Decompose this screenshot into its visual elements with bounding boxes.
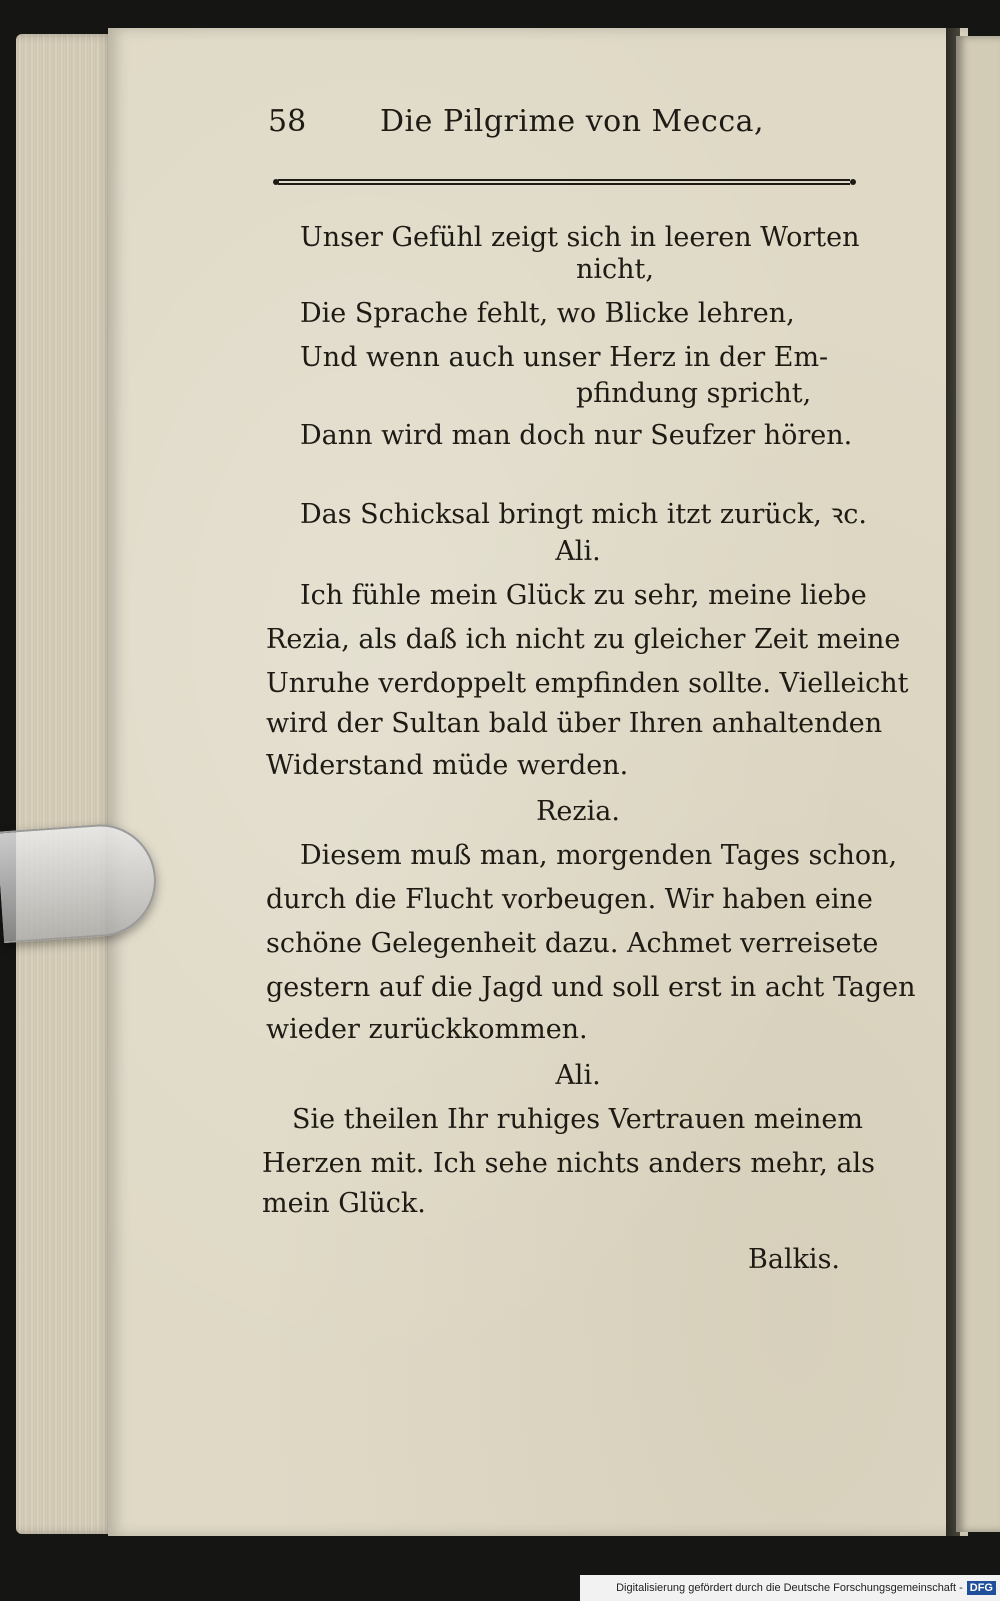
verse-line: Die Sprache fehlt, wo Blicke lehren, <box>300 298 795 329</box>
book <box>16 28 1000 1540</box>
catchword: Balkis. <box>748 1244 841 1275</box>
page-edges <box>16 34 114 1534</box>
dialogue-line: Herzen mit. Ich sehe nichts anders mehr, als <box>262 1148 875 1179</box>
speaker-label: Rezia. <box>536 796 620 827</box>
dialogue-line: wieder zurückkommen. <box>266 1014 588 1045</box>
dialogue-line: mein Glück. <box>262 1188 426 1219</box>
verse-line: nicht, <box>576 254 654 285</box>
book-page <box>108 28 968 1536</box>
dialogue-line: durch die Flucht vorbeugen. Wir haben eine <box>266 884 873 915</box>
dialogue-line: Sie theilen Ihr ruhiges Vertrauen meinem <box>292 1104 863 1135</box>
running-title: Die Pilgrime von Mecca, <box>380 104 765 139</box>
dialogue-line: Ich fühle mein Glück zu sehr, meine liebe <box>300 580 867 611</box>
footer-text: Digitalisierung gefördert durch die Deutsche Forschungsgemeinschaft - <box>616 1582 963 1594</box>
refrain-line: Das Schicksal bringt mich itzt zurück, ꝛc. <box>300 499 867 530</box>
dialogue-line: wird der Sultan bald über Ihren anhaltenden <box>266 708 883 739</box>
digitization-footer <box>580 1575 1000 1601</box>
verse-line: pfindung spricht, <box>576 378 812 409</box>
dialogue-line: Rezia, als daß ich nicht zu gleicher Zeit meine <box>266 624 901 655</box>
verse-line: Und wenn auch unser Herz in der Em- <box>300 342 829 373</box>
dfg-logo: DFG <box>967 1581 996 1595</box>
dialogue-line: Widerstand müde werden. <box>266 750 629 781</box>
page-number: 58 <box>268 104 307 139</box>
speaker-label: Ali. <box>555 1060 601 1091</box>
header-rule <box>272 176 858 188</box>
verse-line: Dann wird man doch nur Seufzer hören. <box>300 420 853 451</box>
dialogue-line: Unruhe verdoppelt empfinden sollte. Vielleicht <box>266 668 909 699</box>
running-header <box>268 104 828 148</box>
verse-line: Unser Gefühl zeigt sich in leeren Worten <box>300 222 860 253</box>
facing-page-edge <box>956 36 1000 1532</box>
dialogue-line: schöne Gelegenheit dazu. Achmet verreisete <box>266 928 879 959</box>
dialogue-line: Diesem muß man, morgenden Tages schon, <box>300 840 898 871</box>
dialogue-line: gestern auf die Jagd und soll erst in acht Tagen <box>266 972 916 1003</box>
speaker-label: Ali. <box>555 536 601 567</box>
